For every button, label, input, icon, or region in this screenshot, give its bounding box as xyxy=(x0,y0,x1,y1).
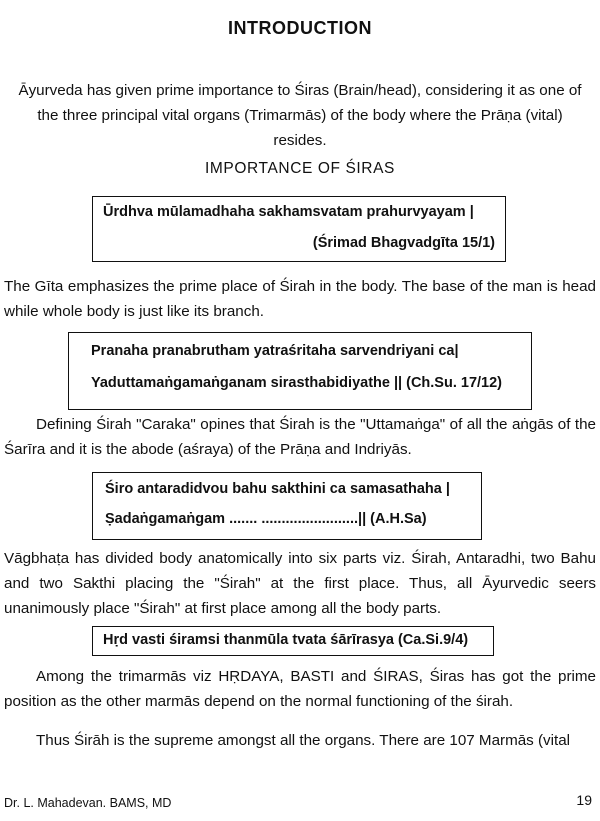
verse-line: Ṣadaṅgamaṅgam ....... ........................|| (A.H.Sa) xyxy=(105,511,427,527)
vagbhata-paragraph: Vāgbhaṭa has divided body anatomically into six parts viz. Śirah, Antaradhi, two Bahu and two Sakthi placing the "Śirah" at the first place. Thus, all Āyurvedic seers unanimously place "Śirah" at first place among all the body parts. xyxy=(4,550,596,617)
verse-citation: (Śrimad Bhagvadgīta 15/1) xyxy=(312,235,495,251)
verse-line: Śiro antaradidvou bahu sakthini ca samasathaha | xyxy=(105,481,450,497)
verse-box-gita xyxy=(92,196,506,262)
marma-paragraph: Thus Śirāh is the supreme amongst all the organs. There are 107 Marmās (vital xyxy=(36,732,571,749)
verse-line: Yaduttamaṅgamaṅganam sirasthabidiyathe || (Ch.Su. 17/12) xyxy=(91,375,503,391)
author-footer: Dr. L. Mahadevan. BAMS, MD xyxy=(4,796,172,810)
verse-box-caraka-siddhi xyxy=(92,626,494,656)
intro-paragraph: Āyurveda has given prime importance to Śiras (Brain/head), considering it as one of the three principal vital organs (Trimarmās) of the body where the Prāṇa (vital) resides. xyxy=(18,82,582,149)
verse-line: Ūrdhva mūlamadhaha sakhamsvatam prahurvyayam | xyxy=(103,204,474,220)
page-title: INTRODUCTION xyxy=(228,18,372,38)
page-number: 19 xyxy=(576,792,592,808)
caraka-paragraph: Defining Śirah "Caraka" opines that Śirah is the "Uttamaṅga" of all the aṅgās of the Śarīra and it is the abode (aśraya) of the Prāṇa and Indriyās. xyxy=(4,416,596,458)
verse-line: Pranaha pranabrutham yatraśritaha sarvendriyani ca| xyxy=(91,343,459,359)
gita-paragraph: The Gīta emphasizes the prime place of Śirah in the body. The base of the man is head while whole body is just like its branch. xyxy=(4,278,596,320)
verse-box-vagbhata xyxy=(92,472,482,540)
verse-box-charaka xyxy=(68,332,532,410)
section-heading: IMPORTANCE OF ŚIRAS xyxy=(205,160,395,177)
trimarma-paragraph: Among the trimarmās viz HṚDAYA, BASTI and ŚIRAS, Śiras has got the prime position as the other marmās depend on the normal functioning of the śirah. xyxy=(4,668,596,710)
verse-line: Hṛd vasti śiramsi thanmūla tvata śārīrasya (Ca.Si.9/4) xyxy=(103,632,469,648)
